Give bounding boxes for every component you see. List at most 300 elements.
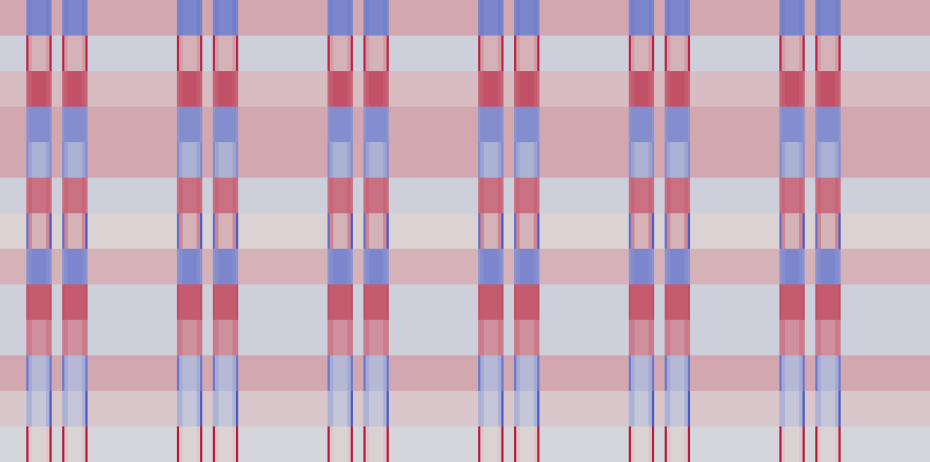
heatmap-cell xyxy=(383,142,387,178)
heatmap-cell xyxy=(684,107,688,143)
heatmap-cell xyxy=(330,249,334,285)
heatmap-cell xyxy=(330,320,334,356)
heatmap-cell xyxy=(218,284,233,320)
heatmap-cell xyxy=(233,320,237,356)
heatmap-cell xyxy=(785,320,800,356)
heatmap-cell xyxy=(383,284,387,320)
heatmap-cell xyxy=(369,320,384,356)
heatmap-cell xyxy=(841,426,930,462)
heatmap-cell xyxy=(215,355,219,391)
heatmap-cell xyxy=(366,355,370,391)
heatmap-cell xyxy=(183,284,198,320)
heatmap-cell xyxy=(782,284,786,320)
heatmap-cell xyxy=(215,142,219,178)
heatmap-cell xyxy=(684,213,688,249)
heatmap-cell xyxy=(46,320,50,356)
heatmap-cell xyxy=(353,142,364,178)
heatmap-cell xyxy=(383,0,387,36)
heatmap-cell xyxy=(52,71,63,107)
heatmap-cell xyxy=(32,284,47,320)
heatmap-cell xyxy=(347,355,351,391)
heatmap-cell xyxy=(516,355,520,391)
heatmap-cell xyxy=(46,355,50,391)
heatmap-cell xyxy=(333,284,348,320)
heatmap-cell xyxy=(539,36,629,72)
heatmap-cell xyxy=(52,320,63,356)
heatmap-cell xyxy=(202,284,213,320)
heatmap-cell xyxy=(233,142,237,178)
heatmap-cell xyxy=(32,142,47,178)
heatmap-cell xyxy=(498,142,502,178)
heatmap-cell xyxy=(782,107,786,143)
heatmap-cell xyxy=(785,249,800,285)
heatmap-cell xyxy=(233,426,237,462)
heatmap-cell xyxy=(46,36,50,72)
heatmap-cell xyxy=(82,0,86,36)
heatmap-cell xyxy=(64,391,68,427)
heatmap-cell xyxy=(498,355,502,391)
heatmap-cell xyxy=(383,36,387,72)
heatmap-cell xyxy=(835,178,839,214)
heatmap-cell xyxy=(218,36,233,72)
heatmap-cell xyxy=(366,426,370,462)
heatmap-cell xyxy=(484,213,499,249)
heatmap-cell xyxy=(805,36,816,72)
heatmap-cell xyxy=(841,391,930,427)
heatmap-cell xyxy=(516,249,520,285)
heatmap-cell xyxy=(32,178,47,214)
heatmap-cell xyxy=(233,71,237,107)
heatmap-cell xyxy=(648,107,652,143)
heatmap-cell xyxy=(516,391,520,427)
heatmap-cell xyxy=(684,178,688,214)
heatmap-cell xyxy=(88,178,178,214)
heatmap-cell xyxy=(690,355,780,391)
heatmap-cell xyxy=(539,213,629,249)
heatmap-cell xyxy=(46,71,50,107)
heatmap-cell xyxy=(690,320,780,356)
heatmap-cell xyxy=(32,213,47,249)
heatmap-cell xyxy=(28,391,32,427)
heatmap-cell xyxy=(684,426,688,462)
heatmap-cell xyxy=(684,71,688,107)
heatmap-cell xyxy=(667,320,671,356)
heatmap-cell xyxy=(648,284,652,320)
heatmap-cell xyxy=(215,249,219,285)
heatmap-cell xyxy=(498,178,502,214)
heatmap-cell xyxy=(534,391,538,427)
heatmap-cell xyxy=(68,355,83,391)
heatmap-cell xyxy=(330,284,334,320)
heatmap-cell xyxy=(799,284,803,320)
heatmap-cell xyxy=(684,391,688,427)
heatmap-cell xyxy=(799,320,803,356)
heatmap-cell xyxy=(218,107,233,143)
heatmap-cell xyxy=(82,355,86,391)
heatmap-cell xyxy=(667,0,671,36)
heatmap-cell xyxy=(330,391,334,427)
heatmap-cell xyxy=(215,71,219,107)
heatmap-cell xyxy=(782,178,786,214)
heatmap-cell xyxy=(64,355,68,391)
heatmap-cell xyxy=(516,107,520,143)
heatmap-cell xyxy=(498,107,502,143)
heatmap-cell xyxy=(353,391,364,427)
heatmap-cell xyxy=(333,71,348,107)
heatmap-cell xyxy=(634,355,649,391)
heatmap-cell xyxy=(389,178,479,214)
heatmap-cell xyxy=(183,178,198,214)
heatmap-cell xyxy=(805,178,816,214)
heatmap-cell xyxy=(805,355,816,391)
heatmap-cell xyxy=(799,142,803,178)
heatmap-cell xyxy=(330,178,334,214)
heatmap-cell xyxy=(333,213,348,249)
heatmap-cell xyxy=(667,71,671,107)
heatmap-cell xyxy=(667,355,671,391)
heatmap-cell xyxy=(520,36,535,72)
heatmap-cell xyxy=(28,0,32,36)
heatmap-cell xyxy=(520,0,535,36)
heatmap-cell xyxy=(82,36,86,72)
heatmap-cell xyxy=(46,107,50,143)
heatmap-cell xyxy=(690,36,780,72)
heatmap-cell xyxy=(534,249,538,285)
heatmap-cell xyxy=(670,320,685,356)
heatmap-cell xyxy=(799,249,803,285)
heatmap-cell xyxy=(366,178,370,214)
heatmap-cell xyxy=(484,426,499,462)
heatmap-cell xyxy=(835,391,839,427)
heatmap-cell xyxy=(197,36,201,72)
heatmap-cell xyxy=(333,0,348,36)
heatmap-cell xyxy=(64,426,68,462)
heatmap-cell xyxy=(68,249,83,285)
heatmap-cell xyxy=(353,249,364,285)
heatmap-cell xyxy=(539,284,629,320)
heatmap-cell xyxy=(534,0,538,36)
heatmap-cell xyxy=(64,142,68,178)
heatmap-cell xyxy=(82,391,86,427)
heatmap-cell xyxy=(690,213,780,249)
heatmap-cell xyxy=(805,284,816,320)
heatmap-cell xyxy=(64,284,68,320)
heatmap-cell xyxy=(197,284,201,320)
heatmap-cell xyxy=(179,0,183,36)
heatmap-cell xyxy=(648,249,652,285)
heatmap-cell xyxy=(366,213,370,249)
heatmap-cell xyxy=(782,142,786,178)
heatmap-cell xyxy=(88,142,178,178)
heatmap-cell xyxy=(82,284,86,320)
heatmap-cell xyxy=(484,284,499,320)
heatmap-cell xyxy=(383,249,387,285)
heatmap-cell xyxy=(183,213,198,249)
heatmap-cell xyxy=(179,107,183,143)
heatmap-cell xyxy=(82,320,86,356)
heatmap-cell xyxy=(183,426,198,462)
heatmap-cell xyxy=(238,284,328,320)
heatmap-cell xyxy=(484,0,499,36)
heatmap-cell xyxy=(389,355,479,391)
heatmap-cell xyxy=(202,178,213,214)
heatmap-cell xyxy=(215,284,219,320)
heatmap-cell xyxy=(821,426,836,462)
heatmap-cell xyxy=(634,71,649,107)
heatmap-cell xyxy=(634,107,649,143)
heatmap-cell xyxy=(82,142,86,178)
heatmap-cell xyxy=(347,0,351,36)
heatmap-cell xyxy=(28,36,32,72)
heatmap-cell xyxy=(383,320,387,356)
heatmap-cell xyxy=(539,107,629,143)
heatmap-cell xyxy=(179,284,183,320)
heatmap-cell xyxy=(785,71,800,107)
heatmap-cell xyxy=(197,213,201,249)
heatmap-cell xyxy=(330,0,334,36)
heatmap-cell xyxy=(670,249,685,285)
heatmap-cell xyxy=(631,391,635,427)
heatmap-cell xyxy=(0,36,27,72)
heatmap-cell xyxy=(68,36,83,72)
heatmap-cell xyxy=(330,36,334,72)
heatmap-cell xyxy=(197,426,201,462)
heatmap-cell xyxy=(539,426,629,462)
heatmap-cell xyxy=(835,0,839,36)
heatmap-cell xyxy=(785,0,800,36)
heatmap-cell xyxy=(520,249,535,285)
heatmap-cell xyxy=(504,426,515,462)
heatmap-cell xyxy=(197,249,201,285)
heatmap-cell xyxy=(654,107,665,143)
heatmap-cell xyxy=(202,142,213,178)
heatmap-cell xyxy=(383,391,387,427)
heatmap-cell xyxy=(389,71,479,107)
heatmap-cell xyxy=(0,213,27,249)
heatmap-cell xyxy=(634,391,649,427)
heatmap-cell xyxy=(366,0,370,36)
heatmap-cell xyxy=(82,71,86,107)
heatmap-cell xyxy=(68,320,83,356)
heatmap-cell xyxy=(817,178,821,214)
heatmap-cell xyxy=(654,213,665,249)
heatmap-cell xyxy=(218,213,233,249)
heatmap-cell xyxy=(183,107,198,143)
heatmap-cell xyxy=(504,213,515,249)
heatmap-cell xyxy=(670,36,685,72)
heatmap-cell xyxy=(32,320,47,356)
heatmap-cell xyxy=(667,142,671,178)
heatmap-cell xyxy=(480,284,484,320)
heatmap-cell xyxy=(197,355,201,391)
heatmap-cell xyxy=(534,178,538,214)
heatmap-cell xyxy=(353,178,364,214)
heatmap-cell xyxy=(0,178,27,214)
heatmap-cell xyxy=(648,213,652,249)
heatmap-cell xyxy=(369,107,384,143)
heatmap-cell xyxy=(28,284,32,320)
heatmap-cell xyxy=(183,142,198,178)
heatmap-cell xyxy=(484,320,499,356)
heatmap-cell xyxy=(670,391,685,427)
heatmap-cell xyxy=(782,249,786,285)
heatmap-cell xyxy=(799,178,803,214)
heatmap-cell xyxy=(504,142,515,178)
heatmap-cell xyxy=(46,426,50,462)
heatmap-cell xyxy=(504,391,515,427)
heatmap-cell xyxy=(330,355,334,391)
heatmap-cell xyxy=(504,249,515,285)
heatmap-cell xyxy=(504,178,515,214)
heatmap-cell xyxy=(46,391,50,427)
heatmap-cell xyxy=(197,71,201,107)
heatmap-cell xyxy=(504,71,515,107)
heatmap-cell xyxy=(366,391,370,427)
heatmap-cell xyxy=(841,71,930,107)
heatmap-cell xyxy=(218,249,233,285)
heatmap-cell xyxy=(480,320,484,356)
heatmap-cell xyxy=(369,284,384,320)
heatmap-cell xyxy=(817,36,821,72)
heatmap-cell xyxy=(238,71,328,107)
heatmap-cell xyxy=(218,426,233,462)
heatmap-cell xyxy=(369,178,384,214)
heatmap-cell xyxy=(347,71,351,107)
heatmap-cell xyxy=(82,426,86,462)
heatmap-cell xyxy=(634,0,649,36)
heatmap-cell xyxy=(369,0,384,36)
heatmap-cell xyxy=(233,355,237,391)
heatmap-cell xyxy=(821,142,836,178)
heatmap-cell xyxy=(841,320,930,356)
heatmap-cell xyxy=(539,391,629,427)
heatmap-cell xyxy=(366,249,370,285)
heatmap-cell xyxy=(534,142,538,178)
heatmap-cell xyxy=(32,0,47,36)
heatmap-cell xyxy=(333,426,348,462)
heatmap-cell xyxy=(347,178,351,214)
heatmap-cell xyxy=(670,426,685,462)
heatmap-cell xyxy=(183,0,198,36)
heatmap-cell xyxy=(835,320,839,356)
heatmap-cell xyxy=(215,36,219,72)
heatmap-cell xyxy=(233,0,237,36)
heatmap-cell xyxy=(347,36,351,72)
heatmap-cell xyxy=(383,107,387,143)
heatmap-cell xyxy=(52,178,63,214)
heatmap-cell xyxy=(82,178,86,214)
heatmap-cell xyxy=(817,355,821,391)
heatmap-cell xyxy=(347,426,351,462)
heatmap-cell xyxy=(183,355,198,391)
heatmap-cell xyxy=(817,320,821,356)
heatmap-cell xyxy=(389,284,479,320)
heatmap-cell xyxy=(197,107,201,143)
heatmap-cell xyxy=(202,391,213,427)
heatmap-cell xyxy=(333,320,348,356)
heatmap-cell xyxy=(383,213,387,249)
heatmap-cell xyxy=(520,284,535,320)
heatmap-cell xyxy=(498,391,502,427)
heatmap-cell xyxy=(366,320,370,356)
heatmap-cell xyxy=(504,320,515,356)
heatmap-cell xyxy=(32,249,47,285)
heatmap-cell xyxy=(215,391,219,427)
heatmap-cell xyxy=(88,107,178,143)
heatmap-cell xyxy=(218,0,233,36)
heatmap-cell xyxy=(52,426,63,462)
heatmap-cell xyxy=(480,107,484,143)
heatmap-cell xyxy=(498,249,502,285)
heatmap-cell xyxy=(68,0,83,36)
heatmap-cell xyxy=(648,426,652,462)
heatmap-cell xyxy=(520,107,535,143)
heatmap-cell xyxy=(805,142,816,178)
heatmap-cell xyxy=(64,36,68,72)
heatmap-cell xyxy=(631,249,635,285)
heatmap-cell xyxy=(534,213,538,249)
heatmap-cell xyxy=(52,355,63,391)
heatmap-cell xyxy=(835,426,839,462)
heatmap-cell xyxy=(480,0,484,36)
heatmap-cell xyxy=(0,142,27,178)
heatmap-cell xyxy=(197,0,201,36)
heatmap-cell xyxy=(498,36,502,72)
heatmap-cell xyxy=(389,142,479,178)
heatmap-cell xyxy=(353,36,364,72)
heatmap-cell xyxy=(670,284,685,320)
heatmap-cell xyxy=(0,284,27,320)
heatmap-cell xyxy=(330,107,334,143)
heatmap-cell xyxy=(835,71,839,107)
heatmap-cell xyxy=(805,107,816,143)
heatmap-cell xyxy=(389,36,479,72)
heatmap-cell xyxy=(353,213,364,249)
heatmap-cell xyxy=(805,0,816,36)
heatmap-cell xyxy=(690,426,780,462)
heatmap-cell xyxy=(782,391,786,427)
heatmap-cell xyxy=(238,213,328,249)
heatmap-cell xyxy=(88,0,178,36)
heatmap-cell xyxy=(389,391,479,427)
heatmap-cell xyxy=(817,213,821,249)
heatmap-cell xyxy=(82,249,86,285)
heatmap-cell xyxy=(841,284,930,320)
heatmap-cell xyxy=(690,71,780,107)
heatmap-cell xyxy=(504,284,515,320)
heatmap-cell xyxy=(534,284,538,320)
heatmap-cell xyxy=(841,36,930,72)
heatmap-cell xyxy=(684,0,688,36)
heatmap-cell xyxy=(238,426,328,462)
heatmap-cell xyxy=(52,107,63,143)
heatmap-cell xyxy=(0,320,27,356)
heatmap-cell xyxy=(0,0,27,36)
heatmap-cell xyxy=(238,355,328,391)
heatmap-cell xyxy=(82,107,86,143)
heatmap-cell xyxy=(330,426,334,462)
heatmap-cell xyxy=(516,36,520,72)
heatmap-cell xyxy=(179,391,183,427)
heatmap-cell xyxy=(835,355,839,391)
heatmap-cell xyxy=(817,107,821,143)
heatmap-cell xyxy=(684,320,688,356)
heatmap-cell xyxy=(480,426,484,462)
heatmap-cell xyxy=(516,178,520,214)
heatmap-cell xyxy=(202,249,213,285)
heatmap-cell xyxy=(817,426,821,462)
heatmap-cell xyxy=(383,426,387,462)
